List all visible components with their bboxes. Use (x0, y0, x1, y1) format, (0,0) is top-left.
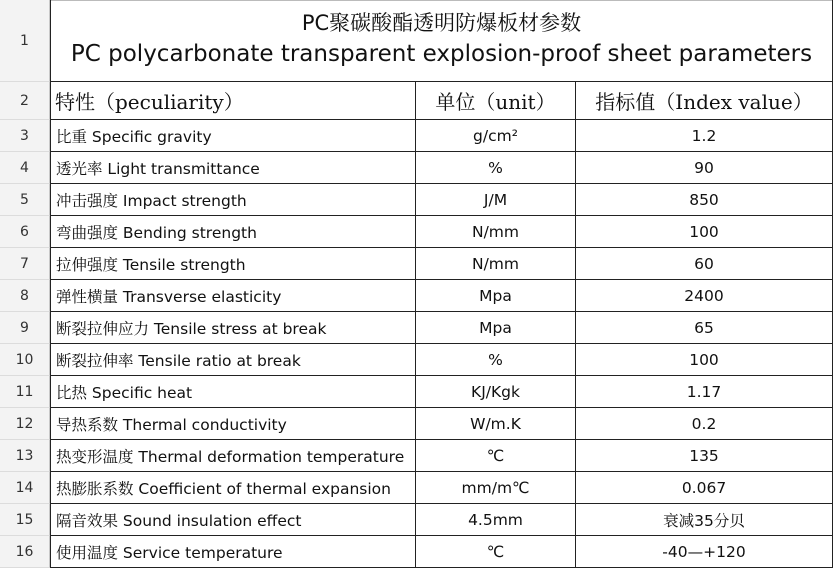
value-cell[interactable]: 衰减35分贝 (576, 504, 833, 536)
title-chinese: PC聚碳酸酯透明防爆板材参数 (301, 11, 582, 35)
property-cell[interactable]: 弹性横量 Transverse elasticity (50, 280, 416, 312)
unit-cell[interactable]: W/m.K (416, 408, 576, 440)
property-cell[interactable]: 拉伸强度 Tensile strength (50, 248, 416, 280)
unit-cell[interactable]: 4.5mm (416, 504, 576, 536)
property-cell[interactable]: 使用温度 Service temperature (50, 536, 416, 568)
property-cell[interactable]: 热变形温度 Thermal deformation temperature (50, 440, 416, 472)
value-cell[interactable]: 65 (576, 312, 833, 344)
value-cell[interactable]: 2400 (576, 280, 833, 312)
property-cell[interactable]: 冲击强度 Impact strength (50, 184, 416, 216)
header-unit[interactable]: 单位（unit） (416, 82, 576, 120)
row-header[interactable]: 8 (0, 280, 50, 312)
title-english: PC polycarbonate transparent explosion-proof sheet parameters (70, 41, 813, 67)
row-header[interactable]: 5 (0, 184, 50, 216)
unit-cell[interactable]: mm/m℃ (416, 472, 576, 504)
value-cell[interactable]: 135 (576, 440, 833, 472)
row-header[interactable]: 14 (0, 472, 50, 504)
property-cell[interactable]: 隔音效果 Sound insulation effect (50, 504, 416, 536)
row-header[interactable]: 3 (0, 120, 50, 152)
property-cell[interactable]: 断裂拉伸应力 Tensile stress at break (50, 312, 416, 344)
row-header[interactable]: 12 (0, 408, 50, 440)
property-cell[interactable]: 断裂拉伸率 Tensile ratio at break (50, 344, 416, 376)
property-cell[interactable]: 透光率 Light transmittance (50, 152, 416, 184)
row-header[interactable]: 6 (0, 216, 50, 248)
unit-cell[interactable]: KJ/Kgk (416, 376, 576, 408)
property-cell[interactable]: 比重 Specific gravity (50, 120, 416, 152)
unit-cell[interactable]: % (416, 344, 576, 376)
row-header[interactable]: 15 (0, 504, 50, 536)
row-header-2[interactable]: 2 (0, 82, 50, 120)
value-cell[interactable]: 100 (576, 344, 833, 376)
property-cell[interactable]: 热膨胀系数 Coefficient of thermal expansion (50, 472, 416, 504)
unit-cell[interactable]: J/M (416, 184, 576, 216)
value-cell[interactable]: 60 (576, 248, 833, 280)
header-property[interactable]: 特性（peculiarity） (50, 82, 416, 120)
row-header[interactable]: 16 (0, 536, 50, 568)
value-cell[interactable]: -40—+120 (576, 536, 833, 568)
property-cell[interactable]: 导热系数 Thermal conductivity (50, 408, 416, 440)
unit-cell[interactable]: N/mm (416, 248, 576, 280)
row-header[interactable]: 11 (0, 376, 50, 408)
title-cell[interactable] (50, 0, 833, 82)
value-cell[interactable]: 90 (576, 152, 833, 184)
row-header[interactable]: 9 (0, 312, 50, 344)
header-value[interactable]: 指标值（Index value） (576, 82, 833, 120)
unit-cell[interactable]: Mpa (416, 280, 576, 312)
unit-cell[interactable]: ℃ (416, 440, 576, 472)
row-header[interactable]: 13 (0, 440, 50, 472)
unit-cell[interactable]: N/mm (416, 216, 576, 248)
unit-cell[interactable]: Mpa (416, 312, 576, 344)
value-cell[interactable]: 0.067 (576, 472, 833, 504)
row-header[interactable]: 4 (0, 152, 50, 184)
unit-cell[interactable]: ℃ (416, 536, 576, 568)
property-cell[interactable]: 比热 Specific heat (50, 376, 416, 408)
unit-cell[interactable]: g/cm² (416, 120, 576, 152)
value-cell[interactable]: 850 (576, 184, 833, 216)
value-cell[interactable]: 100 (576, 216, 833, 248)
row-header-1[interactable]: 1 (0, 0, 50, 82)
property-cell[interactable]: 弯曲强度 Bending strength (50, 216, 416, 248)
value-cell[interactable]: 1.17 (576, 376, 833, 408)
value-cell[interactable]: 1.2 (576, 120, 833, 152)
row-header[interactable]: 7 (0, 248, 50, 280)
value-cell[interactable]: 0.2 (576, 408, 833, 440)
row-header[interactable]: 10 (0, 344, 50, 376)
unit-cell[interactable]: % (416, 152, 576, 184)
